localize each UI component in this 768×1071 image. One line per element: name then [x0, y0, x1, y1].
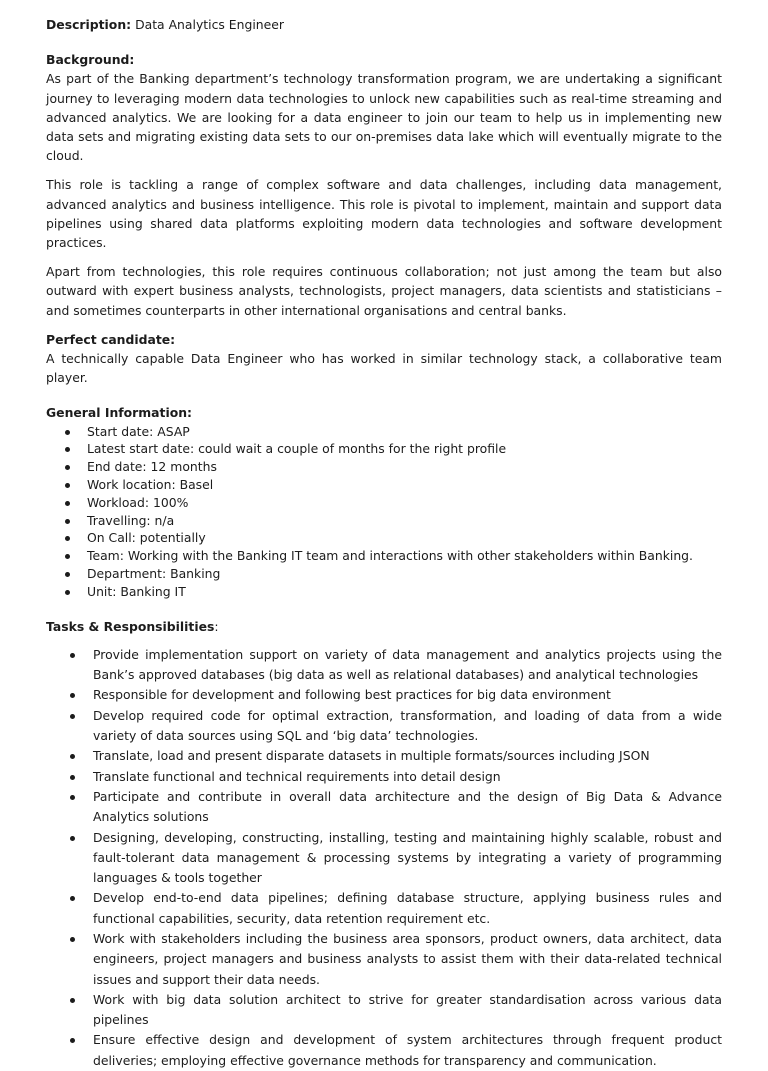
description-value: Data Analytics Engineer: [135, 17, 284, 32]
general-info-item: Start date: ASAP: [46, 423, 722, 441]
task-item: Work with big data solution architect to strive for greater standardisation across various data pipelines: [46, 990, 722, 1031]
general-info-item: Latest start date: could wait a couple of months for the right profile: [46, 440, 722, 458]
tasks-list: [46, 645, 722, 1071]
task-item: Develop end-to-end data pipelines; defining database structure, applying business rules and functional capabilities, security, data retention requirement etc.: [46, 888, 722, 929]
tasks-heading-colon: :: [214, 618, 219, 634]
background-paragraph-2: This role is tackling a range of complex software and data challenges, including data management, advanced analytics and business intelligence. This role is pivotal to implement, maintain and support data pipelines using shared data platforms exploiting modern data technologies and software development practices.: [46, 177, 722, 251]
tasks-heading: Tasks & Responsibilities: [46, 618, 215, 634]
general-info-item: On Call: potentially: [46, 529, 722, 547]
task-item: Participate and contribute in overall data architecture and the design of Big Data & Advance Analytics solutions: [46, 787, 722, 828]
general-info-heading: General Information:: [46, 405, 193, 421]
task-item: Translate functional and technical requirements into detail design: [46, 767, 722, 787]
background-paragraph-3: Apart from technologies, this role requires continuous collaboration; not just among the team but also outward with expert business analysts, technologists, project managers, data scientists and statisticians – and sometimes counterparts in other international organisations and central banks.: [46, 264, 722, 318]
general-info-item: Department: Banking: [46, 565, 722, 583]
background-heading: Background:: [46, 52, 135, 68]
tasks-heading-line: [46, 617, 722, 636]
task-item: Provide implementation support on variety of data management and analytics projects using the Bank’s approved databases (big data as well as relational databases) and analytical technologies: [46, 645, 722, 686]
task-item: Ensure effective design and development of system architectures through frequent product deliveries; employing effective governance methods for transparency and communication.: [46, 1030, 722, 1071]
general-info-item: Travelling: n/a: [46, 512, 722, 530]
task-item: Translate, load and present disparate datasets in multiple formats/sources including JSON: [46, 746, 722, 766]
candidate-text: A technically capable Data Engineer who has worked in similar technology stack, a collaborative team player.: [46, 351, 722, 386]
background-paragraph-1: As part of the Banking department’s technology transformation program, we are undertaking a significant journey to leveraging modern data technologies to unlock new capabilities such as real-time streaming and advanced analytics. We are looking for a data engineer to join our team to help us in implementing new data sets and migrating existing data sets to our on-premises data lake which will eventually migrate to the cloud.: [46, 71, 722, 164]
task-item: Responsible for development and following best practices for big data environment: [46, 685, 722, 705]
general-info-item: End date: 12 months: [46, 458, 722, 476]
task-item: Work with stakeholders including the business area sponsors, product owners, data architect, data engineers, project managers and business analysts to assist them with their data-related technical issues and support their data needs.: [46, 929, 722, 990]
task-item: Develop required code for optimal extraction, transformation, and loading of data from a wide variety of data sources using SQL and ‘big data’ technologies.: [46, 706, 722, 747]
general-info-list: [46, 423, 722, 601]
general-info-item: Team: Working with the Banking IT team and interactions with other stakeholders within Banking.: [46, 547, 722, 565]
description-label: Description:: [46, 17, 132, 32]
general-info-item: Workload: 100%: [46, 494, 722, 512]
general-info-item: Work location: Basel: [46, 476, 722, 494]
candidate-heading: Perfect candidate:: [46, 331, 176, 347]
description-line: [46, 15, 722, 34]
task-item: Designing, developing, constructing, installing, testing and maintaining highly scalable, robust and fault-tolerant data management & processing systems by integrating a variety of programming languages & tools together: [46, 828, 722, 889]
general-info-item: Unit: Banking IT: [46, 583, 722, 601]
